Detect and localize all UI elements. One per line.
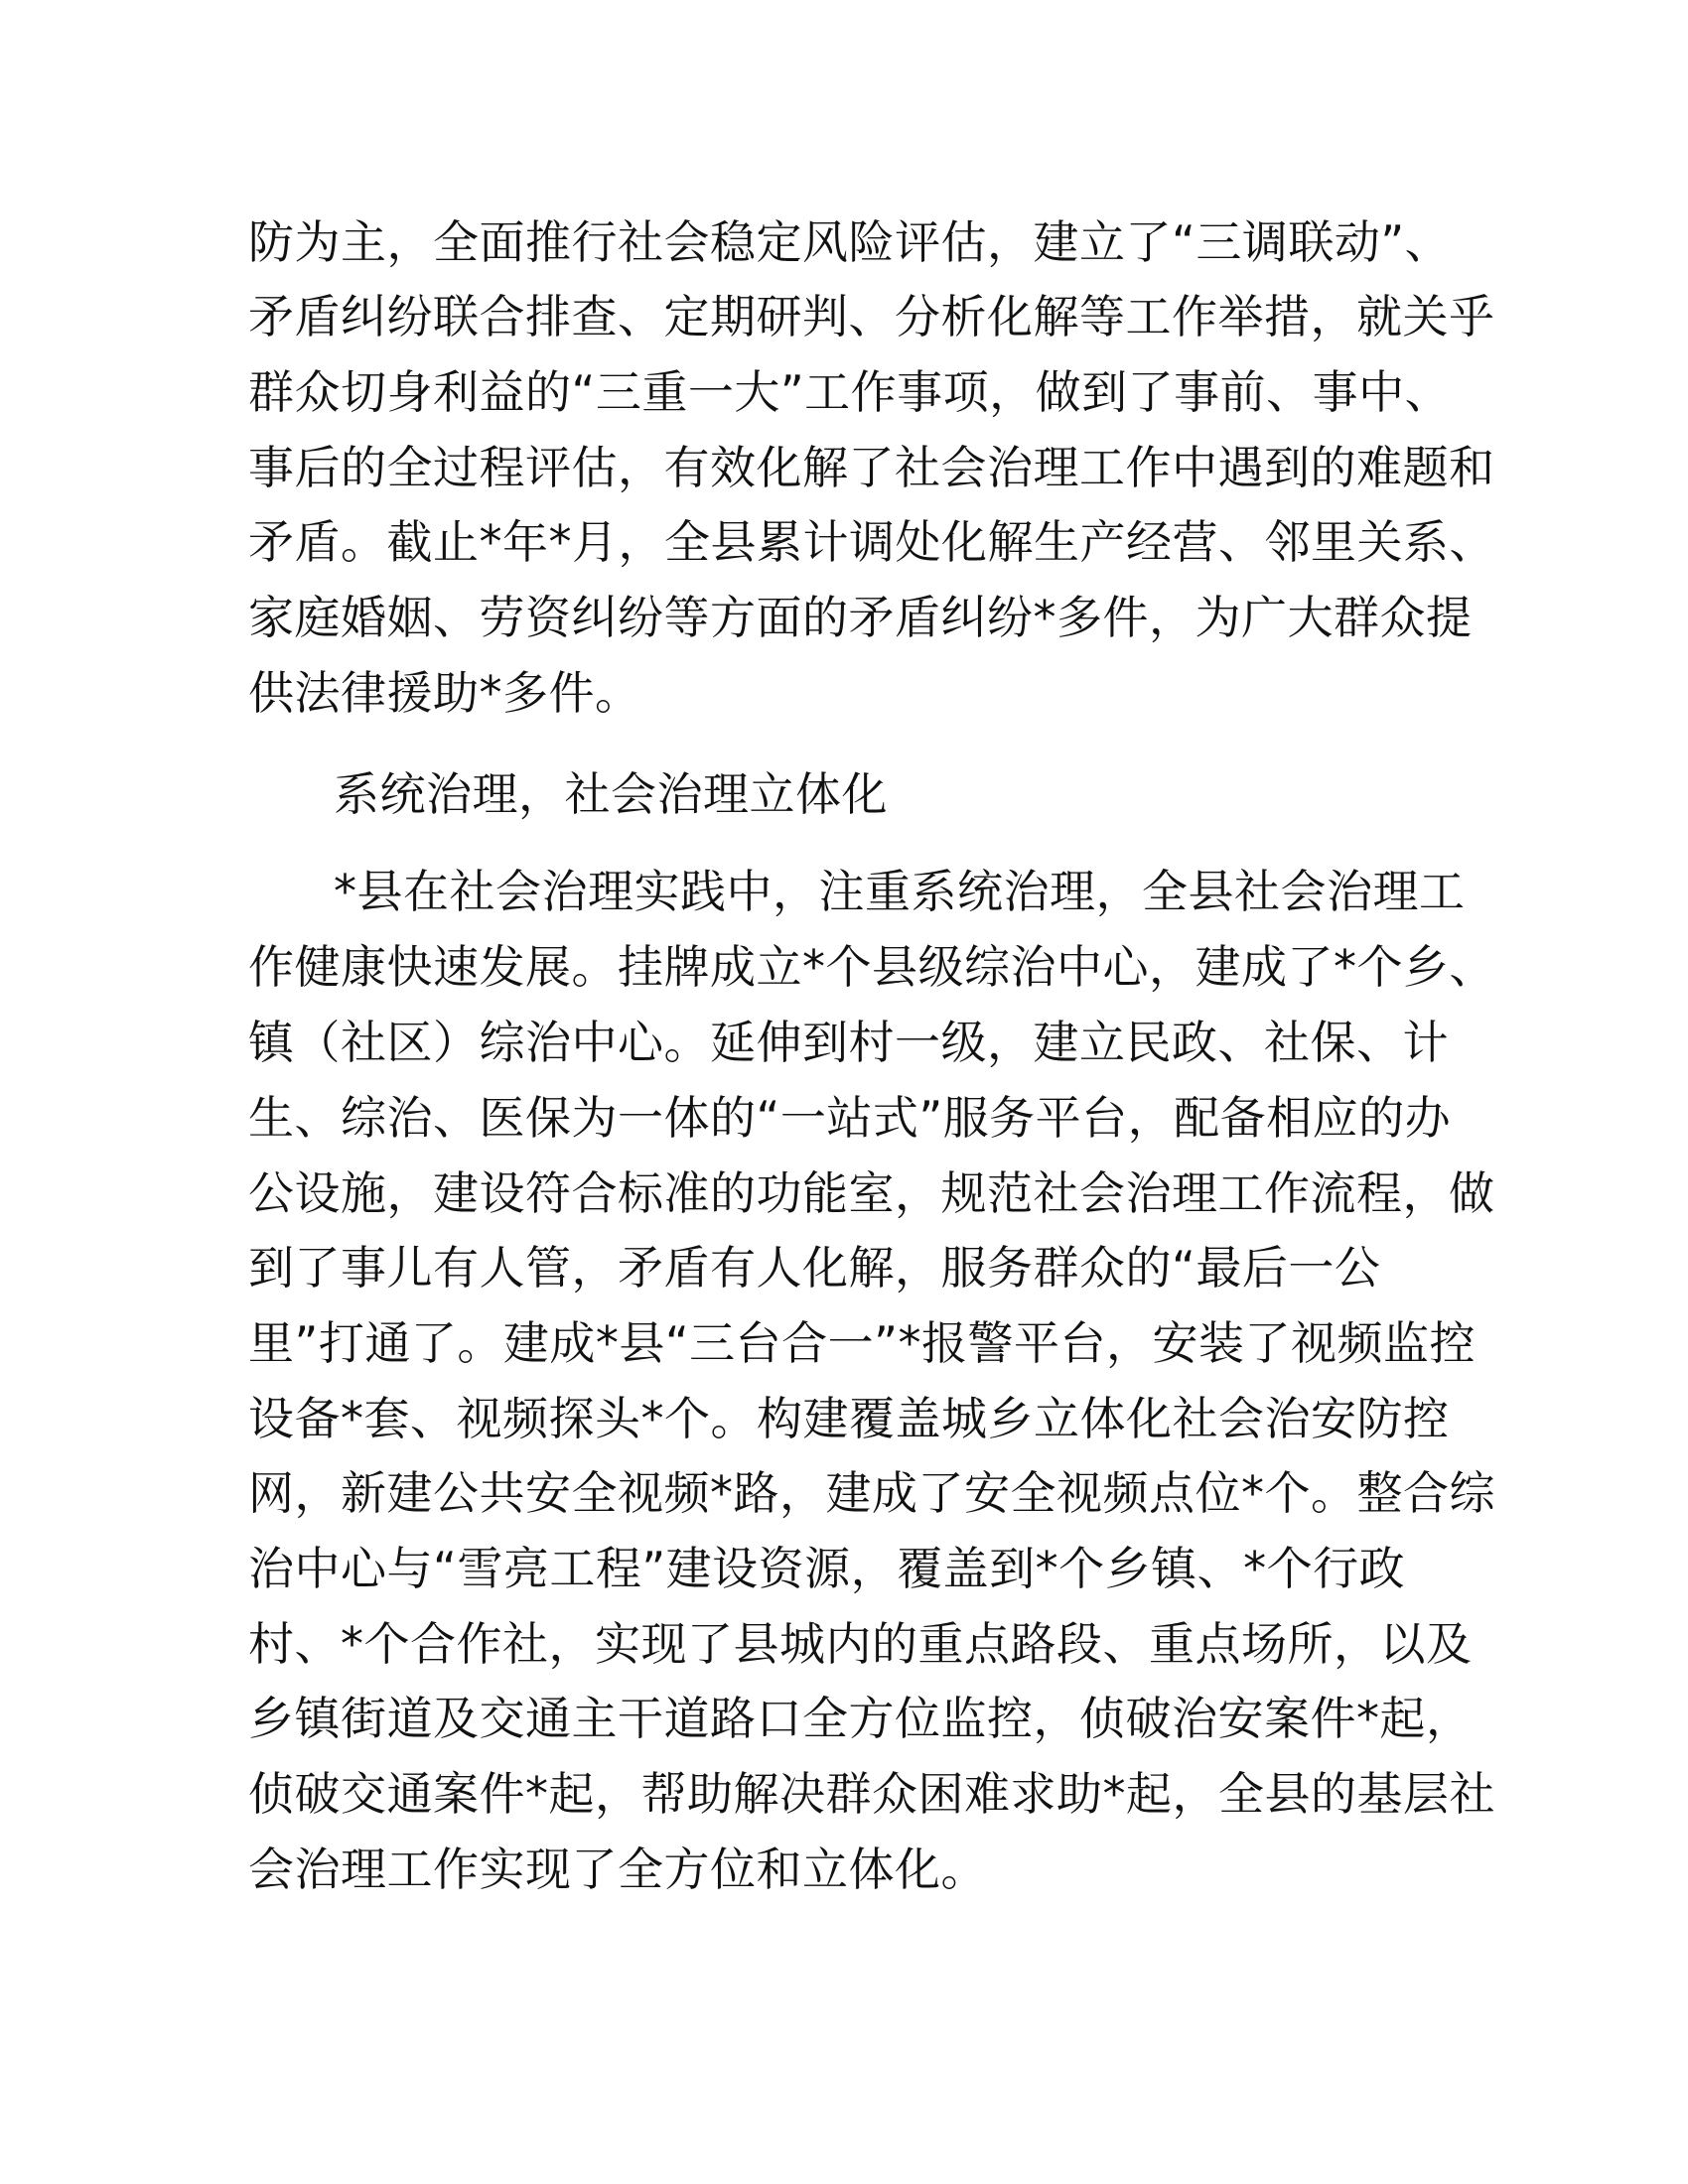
text-line: 到了事儿有人管，矛盾有人化解，服务群众的“最后一公 [248, 1241, 1381, 1295]
text-line: 侦破交通案件*起，帮助解决群众困难求助*起，全县的基层社 [248, 1767, 1495, 1821]
text-line: 公设施，建设符合标准的功能室，规范社会治理工作流程，做 [248, 1166, 1495, 1220]
text-line: 里”打通了。建成*县“三台合一”*报警平台，安装了视频监控 [248, 1316, 1476, 1370]
text-line: 设备*套、视频探头*个。构建覆盖城乡立体化社会治安防控 [248, 1392, 1450, 1445]
text-line: 矛盾。截止*年*月，全县累计调处化解生产经营、邻里关系、 [248, 515, 1495, 569]
text-line: 生、综治、医保为一体的“一站式”服务平台，配备相应的办 [248, 1091, 1452, 1145]
text-line: 乡镇街道及交通主干道路口全方位监控，侦破治安案件*起， [248, 1692, 1473, 1745]
text-line: 防为主，全面推行社会稳定风险评估，建立了“三调联动”、 [248, 215, 1452, 269]
text-line: 家庭婚姻、劳资纠纷等方面的矛盾纠纷*多件，为广大群众提 [248, 591, 1473, 644]
text-line: 治中心与“雪亮工程”建设资源，覆盖到*个乡镇、*个行政 [248, 1542, 1406, 1595]
text-line: 群众切身利益的“三重一大”工作事项，做到了事前、事中、 [248, 365, 1452, 419]
text-line: 镇（社区）综治中心。延伸到村一级，建立民政、社保、计 [248, 1016, 1449, 1069]
text-line: 矛盾纠纷联合排查、定期研判、分析化解等工作举措，就关乎 [248, 290, 1495, 343]
text-line: 供法律援助*多件。 [248, 666, 641, 720]
text-line: *县在社会治理实践中，注重系统治理，全县社会治理工 [334, 865, 1466, 918]
section-heading: 系统治理，社会治理立体化 [334, 767, 888, 821]
text-line: 网，新建公共安全视频*路，建成了安全视频点位*个。整合综 [248, 1466, 1495, 1520]
text-line: 村、*个合作社，实现了县城内的重点路段、重点场所，以及 [248, 1617, 1473, 1671]
text-line: 作健康快速发展。挂牌成立*个县级综治中心，建成了*个乡、 [248, 940, 1495, 994]
text-line: 会治理工作实现了全方位和立体化。 [248, 1843, 987, 1896]
text-line: 事后的全过程评估，有效化解了社会治理工作中遇到的难题和 [248, 441, 1495, 494]
